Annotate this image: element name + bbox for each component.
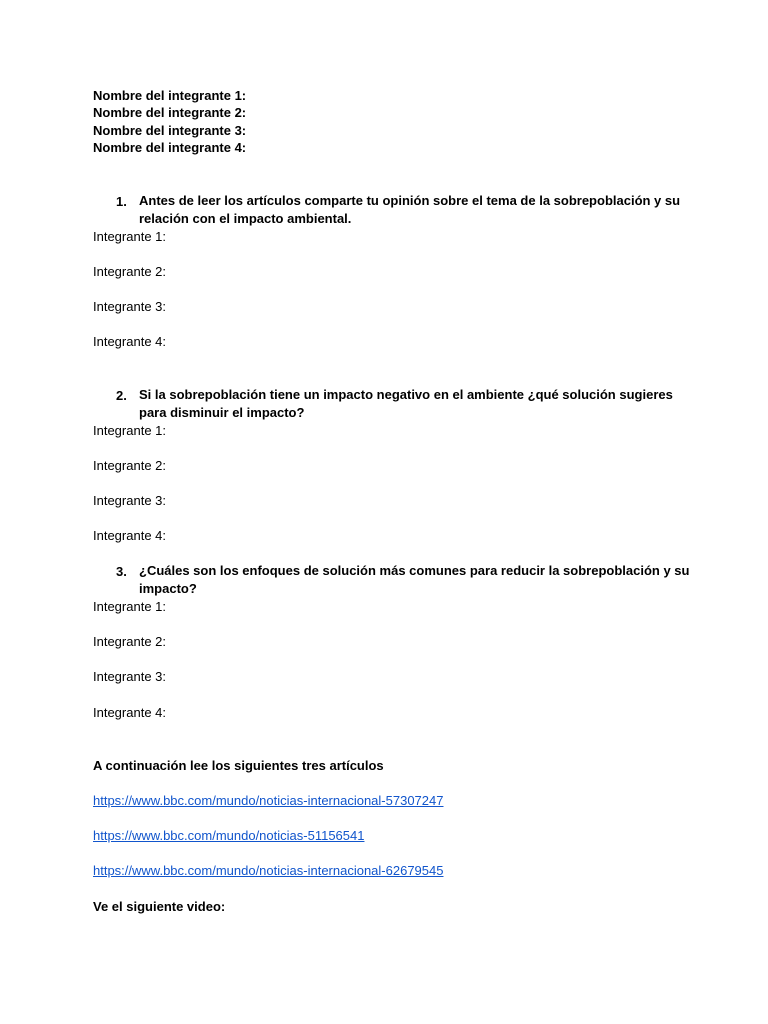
member-name-3: Nombre del integrante 3:: [93, 123, 247, 138]
q2-answer-1: Integrante 1:: [93, 423, 166, 438]
q1-answer-4: Integrante 4:: [93, 334, 166, 349]
member-name-2: Nombre del integrante 2:: [93, 105, 247, 120]
q1-answer-2: Integrante 2:: [93, 264, 166, 279]
q2-answer-3: Integrante 3:: [93, 493, 166, 508]
article-link-3[interactable]: https://www.bbc.com/mundo/noticias-internacional-62679545: [93, 863, 444, 878]
article-link-1[interactable]: https://www.bbc.com/mundo/noticias-internacional-57307247: [93, 793, 444, 808]
q3-answer-4: Integrante 4:: [93, 705, 166, 720]
question-2-number: 2.: [116, 388, 127, 403]
q1-answer-3: Integrante 3:: [93, 299, 166, 314]
q3-answer-2: Integrante 2:: [93, 634, 166, 649]
video-heading: Ve el siguiente video:: [93, 899, 226, 914]
q1-answer-1: Integrante 1:: [93, 229, 166, 244]
question-1-text: Antes de leer los artículos comparte tu opinión sobre el tema de la sobrepoblación y su relación con el impacto ambiental.: [139, 193, 681, 226]
q3-answer-1: Integrante 1:: [93, 599, 166, 614]
question-3-text: ¿Cuáles son los enfoques de solución más comunes para reducir la sobrepoblación y su impacto?: [139, 563, 690, 596]
question-1-number: 1.: [116, 194, 127, 209]
question-3-number: 3.: [116, 564, 127, 579]
article-link-2[interactable]: https://www.bbc.com/mundo/noticias-51156541: [93, 828, 365, 843]
articles-heading: A continuación lee los siguientes tres artículos: [93, 758, 384, 773]
member-name-1: Nombre del integrante 1:: [93, 88, 247, 103]
q3-answer-3: Integrante 3:: [93, 669, 166, 684]
member-name-4: Nombre del integrante 4:: [93, 140, 247, 155]
question-2-text: Si la sobrepoblación tiene un impacto negativo en el ambiente ¿qué solución sugieres para disminuir el impacto?: [139, 387, 673, 420]
q2-answer-4: Integrante 4:: [93, 528, 166, 543]
q2-answer-2: Integrante 2:: [93, 458, 166, 473]
